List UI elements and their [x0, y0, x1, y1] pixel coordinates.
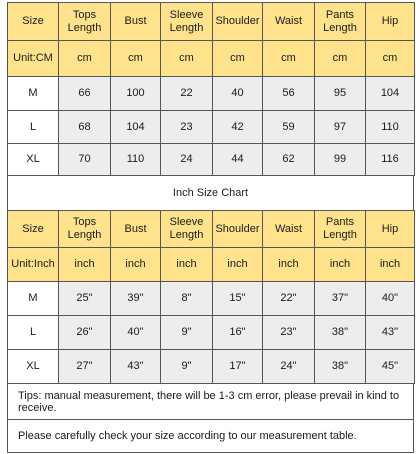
column-header: Waist — [263, 211, 315, 248]
measurement-cell: 62 — [263, 144, 315, 176]
measurement-cell: 26" — [59, 316, 111, 350]
measurement-cell: 104 — [111, 111, 161, 144]
column-header: Shoulder — [213, 3, 263, 41]
measurement-cell: 38" — [315, 316, 366, 350]
measurement-cell: 27" — [59, 350, 111, 384]
unit-cell: cm — [315, 41, 366, 77]
measurement-cell: 16" — [213, 316, 263, 350]
measurement-cell: 23 — [161, 111, 213, 144]
unit-cell: inch — [111, 248, 161, 282]
tips-note: Tips: manual measurement, there will be 1-3 cm error, please prevail in kind to receive. — [7, 383, 414, 419]
column-header: Pants Length — [315, 211, 366, 248]
unit-cell: cm — [213, 41, 263, 77]
measurement-cell: 24 — [161, 144, 213, 176]
measurement-cell: 43" — [111, 350, 161, 384]
unit-cell: cm — [111, 41, 161, 77]
measurement-cell: 37" — [315, 282, 366, 316]
measurement-cell: 40" — [111, 316, 161, 350]
unit-label: Unit:CM — [8, 41, 59, 77]
column-header: Size — [8, 211, 59, 248]
measurement-cell: 25" — [59, 282, 111, 316]
measurement-cell: 116 — [366, 144, 415, 176]
size-label: XL — [8, 350, 59, 384]
column-header: Sleeve Length — [161, 211, 213, 248]
measurement-cell: 9" — [161, 350, 213, 384]
table-row — [8, 282, 415, 316]
measurement-cell: 95 — [315, 77, 366, 111]
unit-cell: inch — [59, 248, 111, 282]
size-label: L — [8, 111, 59, 144]
column-header: Size — [8, 3, 59, 41]
measurement-cell: 24" — [263, 350, 315, 384]
column-header: Hip — [366, 3, 415, 41]
inch-size-table — [7, 210, 415, 384]
check-size-note: Please carefully check your size according to our measurement table. — [7, 419, 414, 453]
column-header: Sleeve Length — [161, 3, 213, 41]
column-header: Bust — [111, 3, 161, 41]
unit-cell: cm — [263, 41, 315, 77]
unit-cell: cm — [366, 41, 415, 77]
measurement-cell: 104 — [366, 77, 415, 111]
unit-cell: inch — [213, 248, 263, 282]
measurement-cell: 15" — [213, 282, 263, 316]
table-row — [8, 350, 415, 384]
table-row — [8, 144, 415, 176]
column-header: Waist — [263, 3, 315, 41]
inch-chart-caption: Inch Size Chart — [7, 175, 414, 211]
column-header: Tops Length — [59, 211, 111, 248]
measurement-cell: 40" — [366, 282, 415, 316]
measurement-cell: 44 — [213, 144, 263, 176]
table-row — [8, 316, 415, 350]
unit-cell: cm — [59, 41, 111, 77]
inch-header-row — [8, 211, 415, 248]
measurement-cell: 59 — [263, 111, 315, 144]
measurement-cell: 45" — [366, 350, 415, 384]
inch-unit-row — [8, 248, 415, 282]
measurement-cell: 66 — [59, 77, 111, 111]
unit-cell: inch — [315, 248, 366, 282]
unit-label: Unit:Inch — [8, 248, 59, 282]
measurement-cell: 8" — [161, 282, 213, 316]
column-header: Bust — [111, 211, 161, 248]
measurement-cell: 23" — [263, 316, 315, 350]
cm-size-table — [7, 2, 415, 176]
table-row — [8, 77, 415, 111]
cm-header-row — [8, 3, 415, 41]
size-label: M — [8, 77, 59, 111]
column-header: Hip — [366, 211, 415, 248]
table-row — [8, 111, 415, 144]
measurement-cell: 100 — [111, 77, 161, 111]
measurement-cell: 43" — [366, 316, 415, 350]
measurement-cell: 97 — [315, 111, 366, 144]
column-header: Tops Length — [59, 3, 111, 41]
measurement-cell: 110 — [366, 111, 415, 144]
measurement-cell: 42 — [213, 111, 263, 144]
measurement-cell: 68 — [59, 111, 111, 144]
size-label: XL — [8, 144, 59, 176]
measurement-cell: 9" — [161, 316, 213, 350]
measurement-cell: 70 — [59, 144, 111, 176]
measurement-cell: 22" — [263, 282, 315, 316]
unit-cell: inch — [263, 248, 315, 282]
unit-cell: cm — [161, 41, 213, 77]
unit-cell: inch — [366, 248, 415, 282]
measurement-cell: 99 — [315, 144, 366, 176]
cm-unit-row — [8, 41, 415, 77]
size-label: L — [8, 316, 59, 350]
measurement-cell: 110 — [111, 144, 161, 176]
size-label: M — [8, 282, 59, 316]
measurement-cell: 39" — [111, 282, 161, 316]
measurement-cell: 22 — [161, 77, 213, 111]
measurement-cell: 56 — [263, 77, 315, 111]
unit-cell: inch — [161, 248, 213, 282]
measurement-cell: 40 — [213, 77, 263, 111]
column-header: Pants Length — [315, 3, 366, 41]
measurement-cell: 17" — [213, 350, 263, 384]
column-header: Shoulder — [213, 211, 263, 248]
measurement-cell: 38" — [315, 350, 366, 384]
